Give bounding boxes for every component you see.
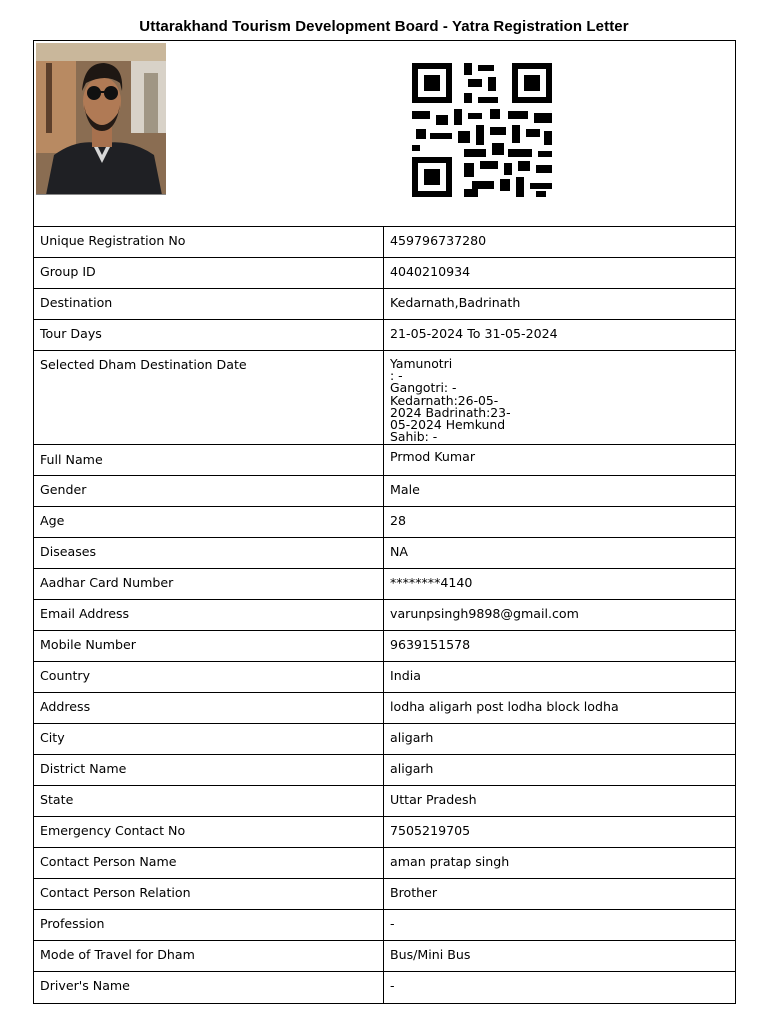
- field-value: NA: [390, 544, 409, 559]
- table-row: [34, 817, 735, 848]
- table-row: [34, 258, 735, 289]
- table-row: [34, 631, 735, 662]
- table-row: [34, 848, 735, 879]
- field-label: Mobile Number: [34, 631, 384, 661]
- field-value: 28: [390, 513, 407, 528]
- field-value: India: [390, 668, 421, 683]
- table-row: [34, 507, 735, 538]
- table-row: [34, 972, 735, 1003]
- field-label: Age: [34, 507, 384, 537]
- field-label: District Name: [34, 755, 384, 785]
- dham-dates-value: [384, 351, 735, 444]
- field-label: Selected Dham Destination Date: [34, 351, 384, 444]
- field-label: Full Name: [34, 445, 384, 475]
- field-value: Uttar Pradesh: [390, 792, 477, 807]
- field-value: Prmod Kumar: [390, 449, 476, 464]
- field-value: Kedarnath,Badrinath: [390, 295, 521, 310]
- field-value: 4040210934: [390, 264, 471, 279]
- dham-line: Yamunotri: [390, 356, 453, 371]
- dham-line: : -: [390, 368, 403, 384]
- field-label: Country: [34, 662, 384, 692]
- field-value: Male: [390, 482, 420, 497]
- field-label: Aadhar Card Number: [34, 569, 384, 599]
- field-value: 21-05-2024 To 31-05-2024: [390, 326, 558, 341]
- dham-line: Gangotri: -: [390, 380, 457, 396]
- field-value: 7505219705: [390, 823, 471, 838]
- field-value: aman pratap singh: [390, 854, 510, 869]
- table-row: [34, 879, 735, 910]
- field-value: Brother: [390, 885, 438, 900]
- field-label: Address: [34, 693, 384, 723]
- table-row: [34, 724, 735, 755]
- table-row: [34, 693, 735, 724]
- registration-table: [33, 40, 736, 1004]
- field-value: 9639151578: [390, 637, 471, 652]
- field-value: aligarh: [390, 761, 434, 776]
- field-value: -: [390, 916, 395, 931]
- field-label: Contact Person Relation: [34, 879, 384, 909]
- applicant-photo: [36, 43, 166, 195]
- field-label: Destination: [34, 289, 384, 319]
- field-label: Diseases: [34, 538, 384, 568]
- field-label: City: [34, 724, 384, 754]
- table-row: [34, 320, 735, 351]
- field-value: varunpsingh9898@gmail.com: [390, 606, 579, 621]
- field-value: Bus/Mini Bus: [390, 947, 471, 962]
- table-row: [34, 445, 735, 476]
- field-label: Unique Registration No: [34, 227, 384, 257]
- table-row: [34, 476, 735, 507]
- table-row: [34, 910, 735, 941]
- field-label: Email Address: [34, 600, 384, 630]
- field-label: Mode of Travel for Dham: [34, 941, 384, 971]
- field-value: ********4140: [390, 575, 473, 590]
- dham-line: Sahib: -: [390, 429, 438, 445]
- table-row: [34, 600, 735, 631]
- table-row: [34, 538, 735, 569]
- field-value: aligarh: [390, 730, 434, 745]
- field-label: Contact Person Name: [34, 848, 384, 878]
- field-label: Driver's Name: [34, 972, 384, 1003]
- table-row: [34, 351, 735, 445]
- field-label: Profession: [34, 910, 384, 940]
- field-label: State: [34, 786, 384, 816]
- field-label: Tour Days: [34, 320, 384, 350]
- document-title: Uttarakhand Tourism Development Board - Yatra Registration Letter: [139, 18, 629, 35]
- table-row: [34, 289, 735, 320]
- dham-line: 05-2024 Hemkund: [390, 417, 506, 433]
- table-row: [34, 755, 735, 786]
- dham-line: Kedarnath:26-05-: [390, 392, 499, 408]
- header-row: [34, 41, 735, 227]
- field-label: Group ID: [34, 258, 384, 288]
- dham-line: 2024 Badrinath:23-: [390, 404, 511, 420]
- field-value: -: [390, 978, 395, 993]
- field-label: Emergency Contact No: [34, 817, 384, 847]
- field-value: 459796737280: [390, 233, 487, 248]
- table-row: [34, 662, 735, 693]
- table-row: [34, 941, 735, 972]
- qr-code: [412, 63, 552, 197]
- table-row: [34, 786, 735, 817]
- field-label: Gender: [34, 476, 384, 506]
- table-row: [34, 227, 735, 258]
- field-value: lodha aligarh post lodha block lodha: [390, 699, 619, 714]
- table-row: [34, 569, 735, 600]
